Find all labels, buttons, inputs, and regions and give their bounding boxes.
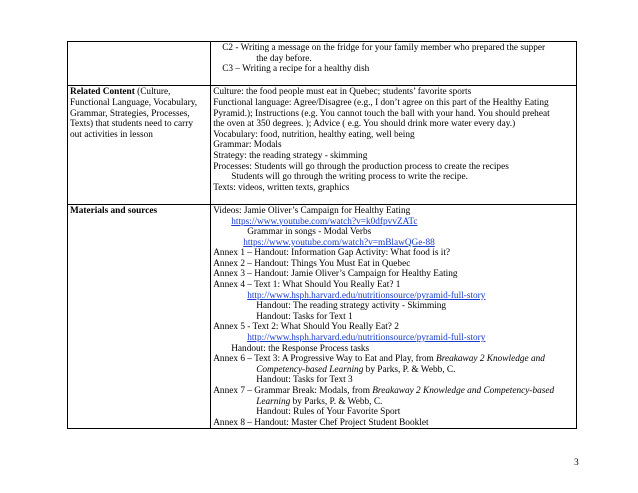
annex-text: by Parks, P. & Webb, C.: [363, 364, 456, 375]
grammar-songs-line: Grammar in songs - Modal Verbs: [247, 227, 372, 238]
handout-line: Handout: Tasks for Text 3: [256, 375, 353, 386]
materials-heading: Materials and sources: [70, 205, 158, 216]
label-text: Functional Language, Vocabulary,: [70, 97, 198, 108]
book-title: Breakaway 2 Knowledge and: [436, 354, 545, 365]
materials-label-cell: [68, 204, 211, 428]
table-row: [68, 204, 577, 428]
content-line: Pyramid.); Instructions (e.g. You cannot touch the ball with your hand. You should preheat: [213, 108, 550, 119]
content-line: Grammar: Modals: [213, 140, 282, 151]
empty-label-cell: [68, 42, 211, 86]
handout-line: Handout: The reading strategy activity - Skimming: [256, 301, 447, 312]
annex-line: Annex 3 – Handout: Jamie Oliver’s Campaign for Healthy Eating: [213, 269, 458, 280]
handout-line: Handout: Rules of Your Favorite Sport: [256, 407, 401, 418]
youtube-link-jamie-oliver[interactable]: https://www.youtube.com/watch?v=k0dfpvvZATc: [231, 216, 418, 227]
harvard-link-text1[interactable]: http://www.hsph.harvard.edu/nutritionsource/pyramid-full-story: [247, 290, 486, 301]
annex-line: [213, 354, 574, 365]
table-row: [68, 42, 577, 86]
related-content-heading: Related Content: [70, 87, 135, 98]
annex-line: Annex 1 – Handout: Information Gap Activity: What food is it?: [213, 248, 451, 259]
annex-text: by Parks, P. & Webb, C.: [290, 396, 383, 407]
table-row: [68, 86, 577, 205]
content-line: the oven at 350 degrees. ); Advice ( e.g. You should drink more water every day.): [213, 119, 516, 130]
label-text: (Culture,: [134, 87, 171, 98]
annex-text: Annex 7 – Grammar Break: Modals, from: [213, 386, 373, 396]
related-content-cell: [211, 86, 577, 205]
content-line: Processes: Students will go through the production process to create the recipes: [213, 161, 509, 172]
annex-text: Annex 6 – Text 3: A Progressive Way to Eat and Play, from: [213, 354, 437, 365]
content-line: Functional language: Agree/Disagree (e.g., I don’t agree on this part of the Healthy Eating: [213, 97, 549, 108]
c3-line: C3 – Writing a recipe for a healthy dish: [222, 64, 370, 75]
label-text: Grammar, Strategies, Processes,: [70, 108, 190, 119]
content-line: Strategy: the reading strategy - skimming: [213, 150, 368, 161]
handout-line: Handout: the Response Process tasks: [231, 343, 370, 354]
harvard-link-text2[interactable]: http://www.hsph.harvard.edu/nutritionsource/pyramid-full-story: [247, 333, 486, 344]
book-title: Breakaway 2 Knowledge and Competency-based: [372, 386, 555, 396]
annex-line: Annex 5 - Text 2: What Should You Really Eat? 2: [213, 322, 399, 333]
book-title: Competency-based Learning: [256, 364, 364, 375]
book-title: Learning: [256, 396, 291, 407]
annex-line: Annex 8 – Handout: Master Chef Project Student Booklet: [213, 417, 429, 428]
related-content-label: [68, 86, 211, 205]
content-line: Texts: videos, written texts, graphics: [213, 182, 350, 193]
youtube-link-modal-verbs[interactable]: https://www.youtube.com/watch?v=mBlawQGe-88: [243, 237, 435, 248]
competency-tasks-cell: [211, 42, 577, 86]
annex-line: [213, 386, 574, 397]
label-text: Texts) that students need to carry: [70, 119, 194, 130]
lesson-plan-table: [67, 41, 577, 429]
handout-line: Handout: Tasks for Text 1: [256, 311, 353, 322]
materials-cell: [211, 204, 577, 428]
annex-line: Annex 4 – Text 1: What Should You Really Eat? 1: [213, 280, 401, 291]
videos-line: Videos: Jamie Oliver’s Campaign for Healthy Eating: [213, 205, 411, 216]
content-line: Vocabulary: food, nutrition, healthy eating, well being: [213, 129, 415, 140]
c2-continuation: the day before.: [256, 53, 312, 64]
c2-line: C2 - Writing a message on the fridge for your family member who prepared the supper: [222, 43, 546, 53]
annex-line: Annex 2 – Handout: Things You Must Eat in Quebec: [213, 258, 411, 269]
page-number: 3: [574, 458, 579, 468]
label-text: out activities in lesson: [70, 129, 153, 140]
content-line: Culture: the food people must eat in Quebec; students’ favorite sports: [213, 87, 472, 98]
content-line: Students will go through the writing process to write the recipe.: [231, 172, 468, 183]
